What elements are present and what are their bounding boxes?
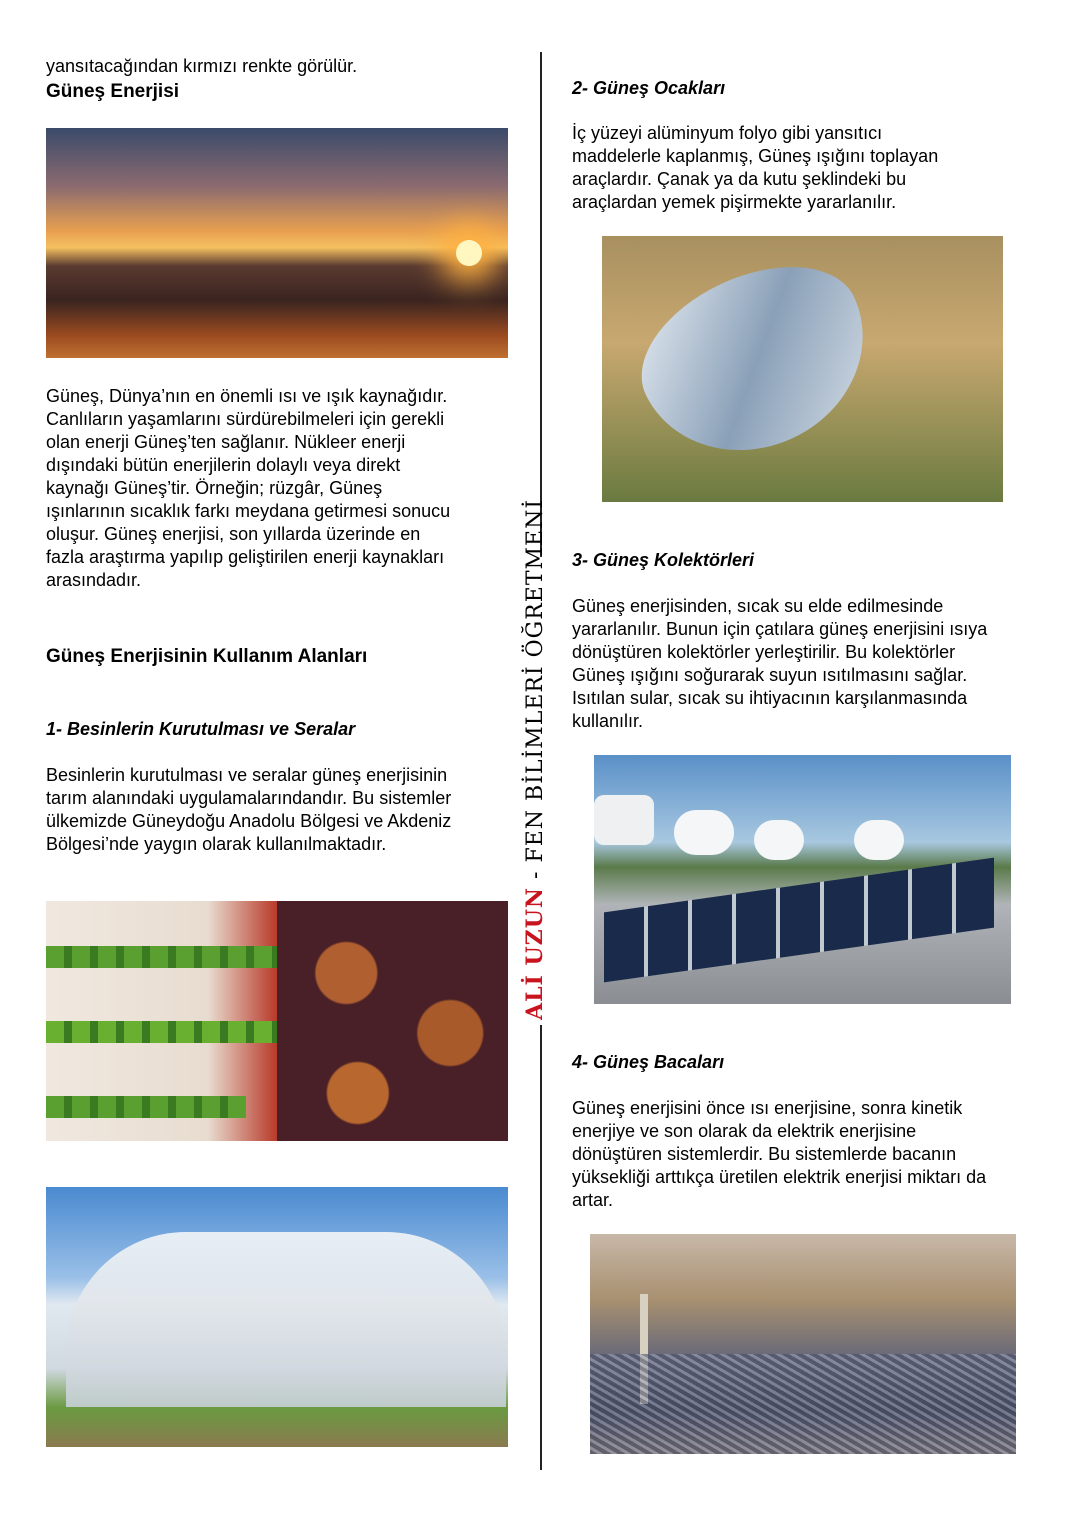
author-title: FEN BİLİMLERİ ÖĞRETMENİ [523,498,548,863]
text-line: yararlanılır. Bunun için çatılara güneş enerjisini ısıya [572,619,988,639]
author-signature [522,499,548,1020]
section4-title: 4- Güneş Bacaları [572,1052,725,1072]
section2-title: 2- Güneş Ocakları [572,78,726,98]
section1-paragraph [46,764,451,856]
text-line: yüksekliği arttıkça üretilen elektrik enerjisi miktarı da [572,1167,987,1187]
text-line: ülkemizde Güneydoğu Anadolu Bölgesi ve Akdeniz [46,811,452,831]
text-line: Canlıların yaşamlarını sürdürebilmeleri için gerekli [46,409,445,429]
text-line: olan enerji Güneş’ten sağlanır. Nükleer enerji [46,432,406,452]
section4-paragraph [572,1097,986,1212]
text-line: Güneş ışığını soğurarak suyun ısıtılmasını sağlar. [572,665,968,685]
text-line: dönüştüren kolektörler yerleştirilir. Bu kolektörler [572,642,956,662]
section2-paragraph [572,122,938,214]
section3-title: 3- Güneş Kolektörleri [572,550,755,570]
text-line: dışındaki bütün enerjilerin dolaylı veya direkt [46,455,401,475]
text-line: tarım alanındaki uygulamalarındandır. Bu sistemler [46,788,452,808]
section1-title: 1- Besinlerin Kurutulması ve Seralar [46,719,356,739]
solar-cooker-image [602,236,1003,502]
text-line: Isıtılan sular, sıcak su ihtiyacının karşılanmasında [572,688,968,708]
text-line: Güneş, Dünya’nın en önemli ısı ve ışık kaynağıdır. [46,386,448,406]
text-line: artar. [572,1190,614,1210]
signature-separator: - [523,862,548,887]
section3-paragraph [572,595,987,733]
sun-icon [456,240,482,266]
intro-paragraph [46,385,450,592]
column-divider [540,52,542,557]
text-line: arasındadır. [46,570,142,590]
text-line: araçlardan yemek pişirmekte yararlanılır. [572,192,897,212]
text-line: fazla araştırma yapılıp geliştirilen enerji kaynakları [46,547,445,567]
dried-plums-image [277,901,508,1141]
text-line: Besinlerin kurutulması ve seralar güneş enerjisinin [46,765,448,785]
text-line: enerjiye ve son olarak da elektrik enerjisine [572,1121,917,1141]
author-name: ALİ UZUN [522,886,548,1020]
column-divider [540,1025,542,1470]
text-line: Bölgesi’nde yaygın olarak kullanılmaktadır. [46,834,387,854]
text-line: Güneş enerjisinden, sıcak su elde edilmesinde [572,596,944,616]
text-line: ışınlarının sıcaklık farkı meydana getirmesi sonucu [46,501,451,521]
usage-heading: Güneş Enerjisinin Kullanım Alanları [46,646,368,667]
greenhouse-image [46,1187,508,1447]
text-line: oluşur. Güneş enerjisi, son yıllarda üzerinde en [46,524,421,544]
dried-peppers-image [46,901,277,1141]
text-line: kaynağı Güneş’tir. Örneğin; rüzgâr, Güneş [46,478,383,498]
solar-collectors-image [594,755,1011,1004]
text-line: dönüştüren sistemlerdir. Bu sistemlerde bacanın [572,1144,957,1164]
text-line: araçlardır. Çanak ya da kutu şeklindeki bu [572,169,907,189]
intro-line: yansıtacağından kırmızı renkte görülür. [46,56,358,76]
solar-tower-image [590,1234,1016,1454]
text-line: kullanılır. [572,711,644,731]
sunset-image [46,128,508,358]
section-heading: Güneş Enerjisi [46,81,180,102]
text-line: maddelerle kaplanmış, Güneş ışığını toplayan [572,146,939,166]
text-line: İç yüzeyi alüminyum folyo gibi yansıtıcı [572,123,883,143]
text-line: Güneş enerjisini önce ısı enerjisine, sonra kinetik [572,1098,963,1118]
